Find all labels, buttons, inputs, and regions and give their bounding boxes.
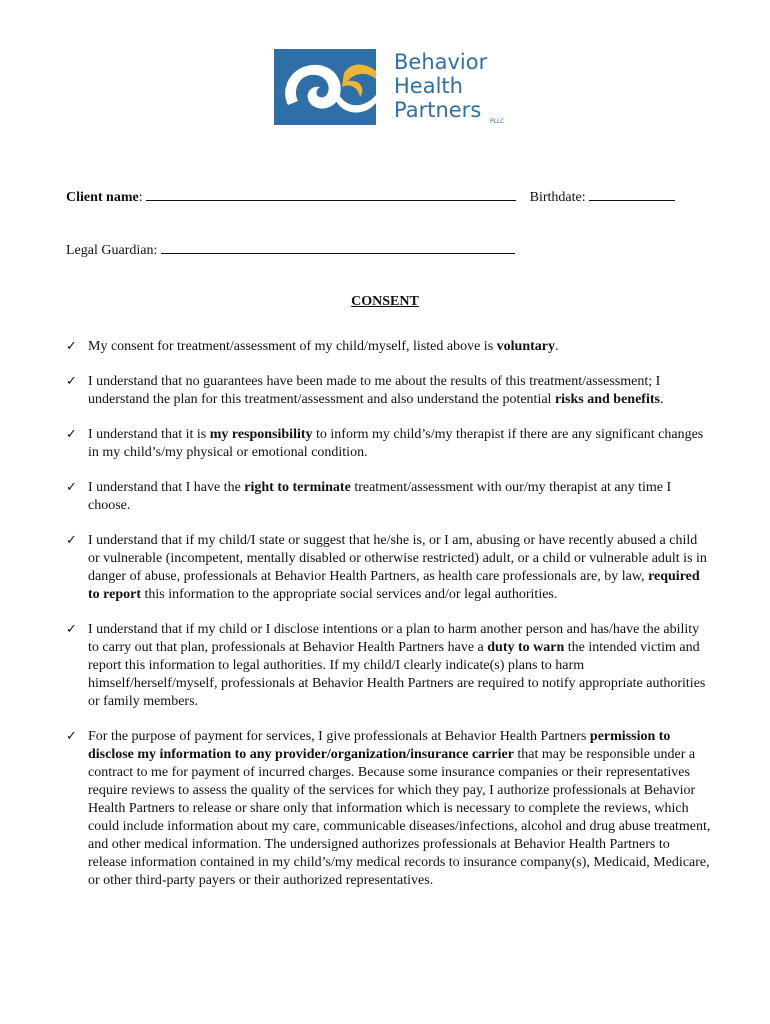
consent-item-emphasis: voluntary: [496, 339, 555, 354]
consent-item-text: this information to the appropriate social services and/or legal authorities.: [141, 587, 558, 602]
checkmark-icon: ✓: [66, 427, 77, 442]
client-name-row: [66, 188, 675, 206]
client-name-colon: :: [138, 190, 143, 205]
legal-guardian-label: Legal Guardian:: [66, 243, 158, 258]
checkmark-icon: ✓: [66, 622, 77, 637]
logo-wave-mark-icon: [274, 49, 376, 125]
consent-item-text: I understand that no guarantees have been made to me about the results of this treatment/assessment; I understand the plan for this treatment/assessment and also understand the potential: [88, 374, 661, 407]
consent-item: [66, 621, 712, 711]
consent-item-text: I understand that if my child or I disclose intentions or a plan to harm another person and has/have the ability to carry out that plan, professionals at Behavior Health Partners have a: [88, 622, 700, 655]
consent-item-text: .: [554, 339, 559, 354]
consent-item: [66, 426, 712, 462]
consent-item-text: that may be responsible under a contract to me for payment of incurred charges. Because some insurance companies or their representatives require reviews to assess the quality of the services for which they pay, I authorize professionals at Behavior Health Partners to release or share only that information which is necessary to complete the reviews, which could include information about my care, communicable diseases/infections, alcohol and drug abuse treatment, and other medical information. The undersigned authorizes professionals at Behavior Health Partners to release information contained in my child’s/my medical records to insurance company(s), Medicaid, Medicare, or other third-party payers or their authorized representatives.: [88, 747, 711, 888]
consent-item-text: I understand that if my child/I state or suggest that he/she is, or I am, abusing or have recently abused a child or vulnerable (incompetent, mentally disabled or otherwise restricted) adult, or a child or vulnerable adult is in danger of abuse, professionals at Behavior Health Partners, as health care professionals are, by law,: [88, 533, 707, 584]
consent-item: [66, 373, 712, 409]
logo-line-2: Health: [394, 74, 463, 98]
consent-item-text: .: [659, 392, 664, 407]
consent-item-emphasis: required to report: [88, 569, 700, 602]
consent-title: CONSENT: [351, 294, 419, 309]
consent-list: [66, 338, 712, 907]
client-name-label: Client name: [66, 190, 139, 205]
checkmark-icon: ✓: [66, 729, 77, 744]
consent-item-text: For the purpose of payment for services, I give professionals at Behavior Health Partners: [88, 729, 590, 744]
consent-item-emphasis: my responsibility: [209, 427, 313, 442]
consent-item-text: I understand that I have the: [88, 480, 245, 495]
consent-item: [66, 728, 712, 890]
checkmark-icon: ✓: [66, 374, 77, 389]
logo-line-3: Partners: [394, 98, 482, 122]
consent-item-text: the intended victim and report this information to legal authorities. If my child/I clearly indicate(s) plans to harm himself/herself/myself, professionals at Behavior Health Partners are required to notify appropriate authorities or family members.: [88, 640, 706, 709]
checkmark-icon: ✓: [66, 339, 77, 354]
client-name-field[interactable]: [146, 188, 516, 201]
checkmark-icon: ✓: [66, 533, 77, 548]
consent-item-text: My consent for treatment/assessment of my child/myself, listed above is: [88, 339, 497, 354]
consent-item-emphasis: permission to disclose my information to any provider/organization/insurance carrier: [88, 729, 671, 762]
consent-item-emphasis: duty to warn: [487, 640, 565, 655]
logo-suffix: PLLC: [490, 118, 505, 125]
logo-wordmark: [394, 50, 487, 122]
consent-item-emphasis: risks and benefits: [554, 392, 660, 407]
consent-item-emphasis: right to terminate: [244, 480, 351, 495]
consent-item-text: treatment/assessment with our/my therapist at any time I choose.: [88, 480, 672, 513]
company-logo: [274, 46, 504, 128]
checkmark-icon: ✓: [66, 480, 77, 495]
consent-item: [66, 479, 712, 515]
birthdate-label: Birthdate:: [529, 190, 586, 205]
consent-item-text: I understand that it is: [88, 427, 210, 442]
consent-item: [66, 532, 712, 604]
birthdate-field[interactable]: [589, 188, 675, 201]
logo-line-1: Behavior: [394, 50, 488, 74]
consent-item-text: to inform my child’s/my therapist if there are any significant changes in my child’s/my physical or emotional condition.: [88, 427, 704, 460]
legal-guardian-row: [66, 241, 515, 259]
legal-guardian-field[interactable]: [161, 241, 515, 254]
consent-item: [66, 338, 712, 356]
